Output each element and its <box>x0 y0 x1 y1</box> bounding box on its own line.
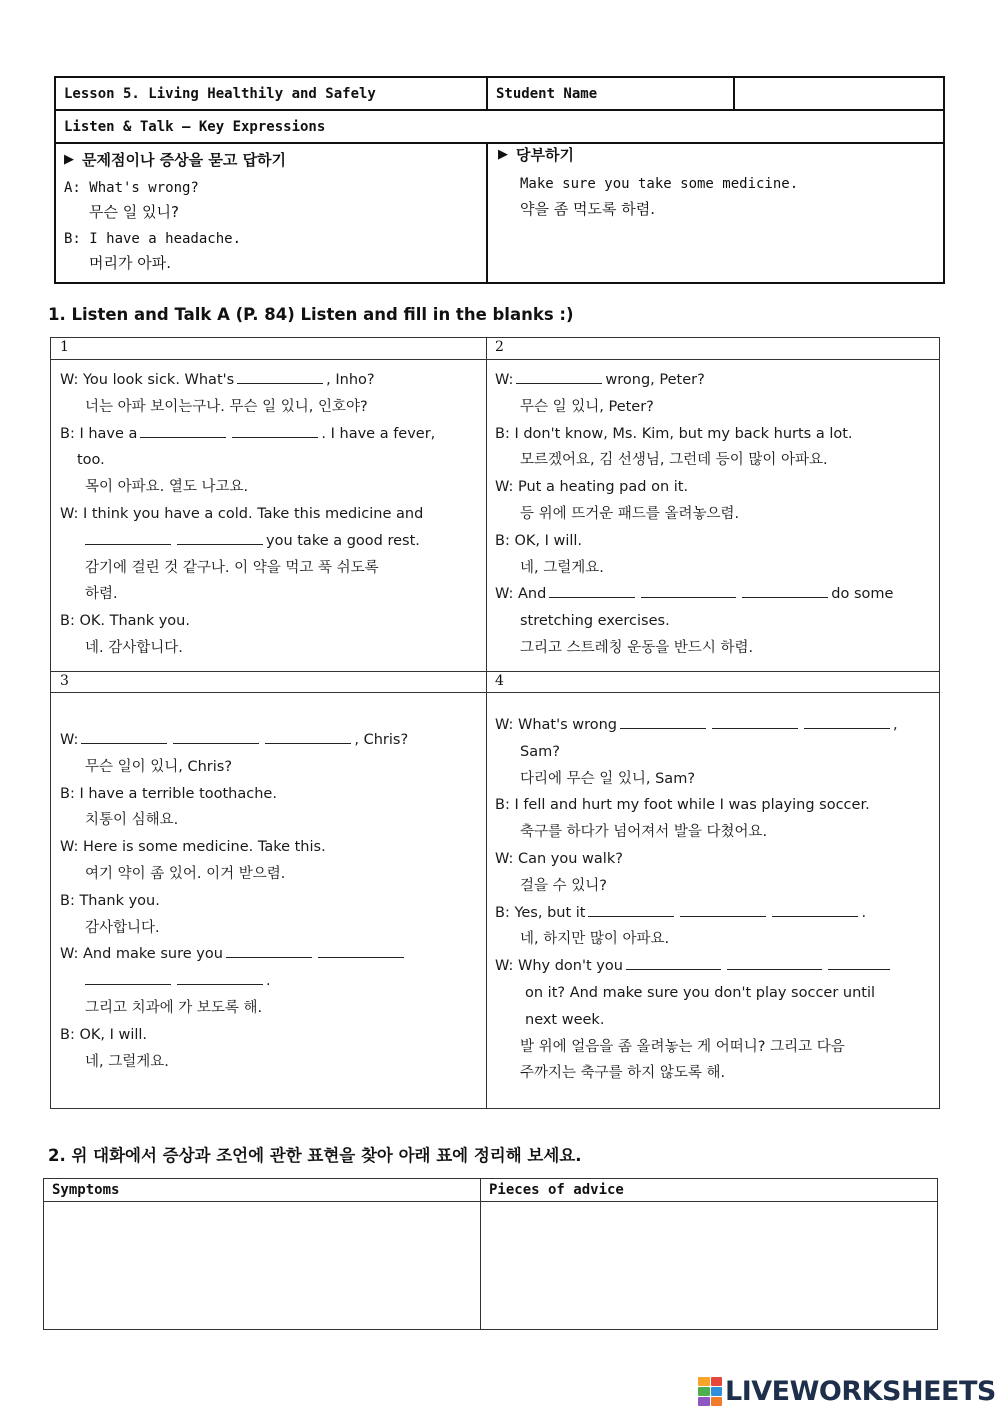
dialogue-line: B: I have a . I have a fever, <box>60 421 480 448</box>
answer-blank[interactable] <box>641 582 736 598</box>
answer-blank[interactable] <box>588 901 674 917</box>
student-name-label: Student Name <box>488 78 735 111</box>
answer-blank[interactable] <box>318 942 404 958</box>
dialogue-3 <box>60 727 480 1075</box>
dialogue-line: W: Why don't you <box>495 953 935 980</box>
dialogue-translation: 여기 약이 좀 있어. 이거 받으렴. <box>85 865 286 882</box>
answer-blank[interactable] <box>226 942 312 958</box>
answer-blank[interactable] <box>727 954 822 970</box>
dialogue-translation: 등 위에 뜨거운 패드를 올려놓으렴. <box>520 505 740 522</box>
dialogue-4 <box>495 712 935 1087</box>
dialogue-translation: 그리고 스트레칭 운동을 반드시 하렴. <box>520 639 754 656</box>
dialogue-line: B: Thank you. <box>60 892 160 909</box>
dialogue-translation: 감사합니다. <box>85 919 160 936</box>
dialogue-line: B: Yes, but it . <box>495 900 935 927</box>
dialogue-grid <box>50 337 940 1109</box>
dialogue-2 <box>495 367 935 662</box>
dialogue-line: W: And make sure you <box>60 941 480 968</box>
answer-blank[interactable] <box>516 368 602 384</box>
key-expression-translation: 머리가 아파. <box>89 254 171 272</box>
dialogue-line: next week. <box>525 1011 605 1028</box>
dialogue-number: 2 <box>495 339 504 355</box>
dialogue-translation: 걸을 수 있니? <box>520 877 607 894</box>
symptoms-column-header: Symptoms <box>52 1182 120 1198</box>
dialogue-line: W: And do some <box>495 581 935 608</box>
dialogue-translation: 무슨 일 있니, Peter? <box>520 398 654 415</box>
logo-tile <box>711 1377 723 1386</box>
advice-answer-area[interactable] <box>481 1202 937 1329</box>
answer-blank[interactable] <box>742 582 828 598</box>
dialogue-line: W: Put a heating pad on it. <box>495 479 689 496</box>
lesson-title: Lesson 5. Living Healthily and Safely <box>56 78 488 111</box>
logo-tile <box>711 1397 723 1406</box>
section-label: Listen & Talk – Key Expressions <box>56 111 943 144</box>
answer-blank[interactable] <box>81 728 167 744</box>
section-1-heading: 1. Listen and Talk A (P. 84) Listen and fill in the blanks :) <box>48 305 574 324</box>
symptoms-answer-area[interactable] <box>44 1202 480 1329</box>
dialogue-line: . <box>60 968 480 995</box>
key-expression-ask-symptoms <box>56 144 488 282</box>
dialogue-translation: 너는 아파 보이는구나. 무슨 일 있니, 인호야? <box>85 398 368 415</box>
dialogue-number: 4 <box>495 673 504 689</box>
key-expression-line: A: What's wrong? <box>64 180 199 196</box>
dialogue-line: B: OK, I will. <box>60 1026 148 1043</box>
symptoms-advice-table <box>43 1178 938 1330</box>
dialogue-line: you take a good rest. <box>60 528 480 555</box>
answer-blank[interactable] <box>85 969 171 985</box>
answer-blank[interactable] <box>173 728 259 744</box>
answer-blank[interactable] <box>237 368 323 384</box>
grid-divider <box>486 338 487 1108</box>
lesson-header-table <box>54 76 945 284</box>
liveworksheets-mark-icon <box>698 1377 722 1407</box>
key-expression-heading: ▶ 당부하기 <box>498 146 574 164</box>
dialogue-1 <box>60 367 480 662</box>
dialogue-translation: 네. 감사합니다. <box>85 639 183 656</box>
dialogue-translation: 축구를 하다가 넘어져서 발을 다쳤어요. <box>520 824 768 841</box>
dialogue-translation: 모르겠어요, 김 선생님, 그런데 등이 많이 아파요. <box>520 452 828 469</box>
grid-divider <box>51 359 939 360</box>
dialogue-translation: 하렴. <box>85 586 118 603</box>
liveworksheets-logo <box>698 1376 996 1407</box>
dialogue-translation: 주까지는 축구를 하지 않도록 해. <box>520 1065 726 1082</box>
dialogue-line: B: OK, I will. <box>495 532 583 549</box>
dialogue-line: B: I have a terrible toothache. <box>60 785 277 802</box>
play-triangle-icon: ▶ <box>498 147 508 162</box>
dialogue-translation: 발 위에 얼음을 좀 올려놓는 게 어떠니? 그리고 다음 <box>520 1038 845 1055</box>
dialogue-line: W: What's wrong , <box>495 712 935 739</box>
answer-blank[interactable] <box>549 582 635 598</box>
answer-blank[interactable] <box>232 422 318 438</box>
dialogue-line: W: wrong, Peter? <box>495 367 935 394</box>
grid-divider <box>51 671 939 672</box>
answer-blank[interactable] <box>626 954 721 970</box>
dialogue-line: W: You look sick. What's , Inho? <box>60 367 480 394</box>
logo-tile <box>698 1387 710 1396</box>
answer-blank[interactable] <box>177 969 263 985</box>
dialogue-line: W: I think you have a cold. Take this medicine and <box>60 505 424 522</box>
answer-blank[interactable] <box>85 529 171 545</box>
answer-blank[interactable] <box>265 728 351 744</box>
dialogue-translation: 무슨 일이 있니, Chris? <box>85 758 233 775</box>
dialogue-line: stretching exercises. <box>520 613 670 630</box>
answer-blank[interactable] <box>177 529 263 545</box>
dialogue-translation: 목이 아파요. 열도 나고요. <box>85 479 249 496</box>
dialogue-line: Sam? <box>520 743 560 760</box>
grid-divider <box>51 692 939 693</box>
advice-column-header: Pieces of advice <box>489 1182 624 1198</box>
student-name-field[interactable] <box>735 78 943 111</box>
dialogue-number: 1 <box>60 339 69 355</box>
dialogue-translation: 감기에 걸린 것 같구나. 이 약을 먹고 푹 쉬도록 <box>85 559 379 576</box>
dialogue-line: W: , Chris? <box>60 727 480 754</box>
dialogue-line: on it? And make sure you don't play soccer until <box>525 984 876 1001</box>
key-expression-translation: 약을 좀 먹도록 하렴. <box>520 200 655 218</box>
answer-blank[interactable] <box>712 713 798 729</box>
answer-blank[interactable] <box>680 901 766 917</box>
dialogue-line: B: I don't know, Ms. Kim, but my back hurts a lot. <box>495 425 853 442</box>
key-expression-line: Make sure you take some medicine. <box>520 176 799 192</box>
key-expression-translation: 무슨 일 있니? <box>89 203 179 221</box>
logo-tile <box>698 1377 710 1386</box>
answer-blank[interactable] <box>772 901 858 917</box>
section-2-heading: 2. 위 대화에서 증상과 조언에 관한 표현을 찾아 아래 표에 정리해 보세요. <box>48 1146 582 1165</box>
dialogue-translation: 네, 그럴게요. <box>85 1053 169 1070</box>
dialogue-number: 3 <box>60 673 69 689</box>
dialogue-translation: 네, 하지만 많이 아파요. <box>520 931 670 948</box>
logo-text: LIVEWORKSHEETS <box>725 1376 996 1407</box>
play-triangle-icon: ▶ <box>64 152 74 167</box>
logo-tile <box>711 1387 723 1396</box>
dialogue-line: too. <box>77 452 105 469</box>
answer-blank[interactable] <box>828 954 890 970</box>
dialogue-line: B: I fell and hurt my foot while I was playing soccer. <box>495 797 870 814</box>
dialogue-translation: 다리에 무슨 일 있니, Sam? <box>520 770 696 787</box>
dialogue-line: W: Here is some medicine. Take this. <box>60 839 326 856</box>
dialogue-line: W: Can you walk? <box>495 850 623 867</box>
dialogue-line: B: OK. Thank you. <box>60 613 190 630</box>
key-expression-heading: ▶ 문제점이나 증상을 묻고 답하기 <box>64 151 287 169</box>
key-expression-line: B: I have a headache. <box>64 231 242 247</box>
answer-blank[interactable] <box>140 422 226 438</box>
dialogue-translation: 치통이 심해요. <box>85 812 179 829</box>
logo-tile <box>698 1397 710 1406</box>
key-expression-advice <box>488 144 943 282</box>
dialogue-translation: 네, 그럴게요. <box>520 559 604 576</box>
answer-blank[interactable] <box>620 713 706 729</box>
answer-blank[interactable] <box>804 713 890 729</box>
dialogue-translation: 그리고 치과에 가 보도록 해. <box>85 999 263 1016</box>
